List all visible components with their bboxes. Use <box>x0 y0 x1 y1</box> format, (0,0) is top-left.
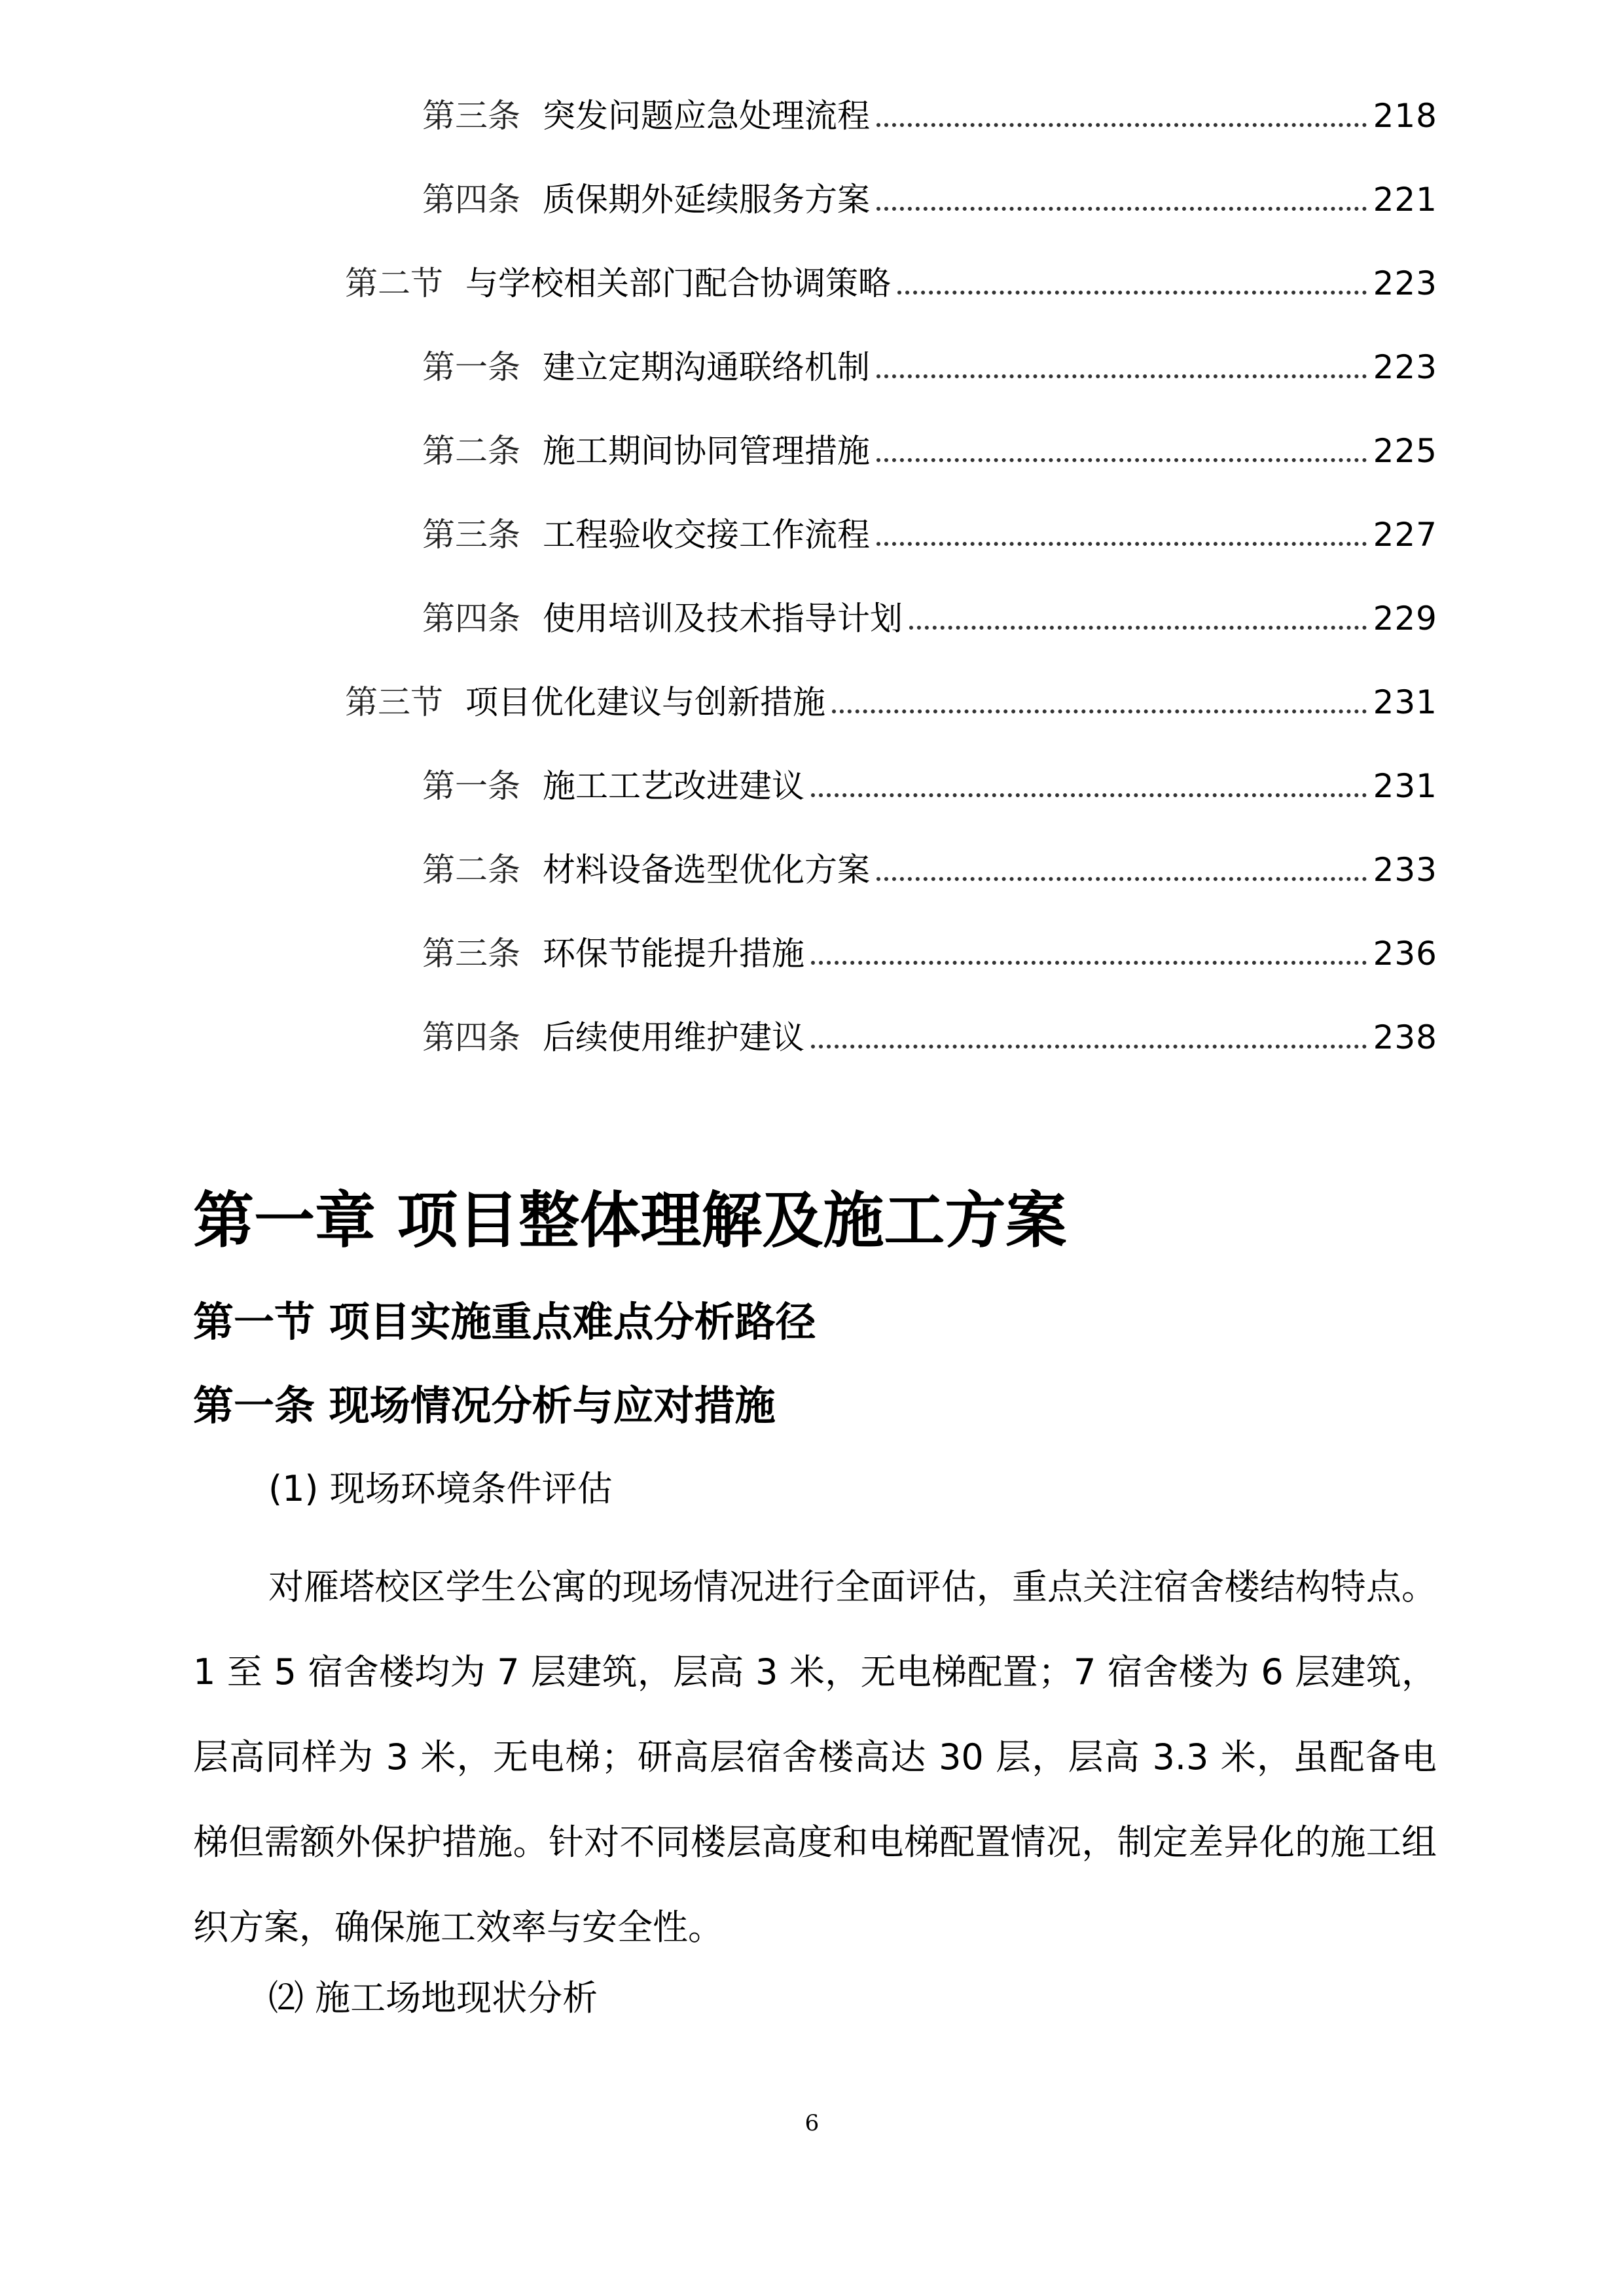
toc-entry-title: 施工工艺改进建议 <box>543 767 804 805</box>
toc-entry-page: 221 <box>1373 181 1437 219</box>
toc-entry-title: 环保节能提升措施 <box>543 935 804 973</box>
toc-entry-prefix: 第二条 <box>422 851 520 889</box>
toc-entry-prefix: 第三条 <box>422 516 520 554</box>
toc-entry[interactable] <box>0 666 1437 719</box>
toc-entry-prefix: 第二节 <box>345 264 443 302</box>
toc-leader-dots <box>811 961 1367 965</box>
toc-entry[interactable] <box>0 834 1437 889</box>
toc-entry-page: 227 <box>1373 516 1437 554</box>
toc-entry-prefix: 第四条 <box>422 600 520 637</box>
toc-entry[interactable] <box>0 331 1437 384</box>
toc-entry-page: 223 <box>1373 264 1437 302</box>
toc-entry-title: 建立定期沟通联络机制 <box>543 348 870 386</box>
toc-leader-dots <box>909 626 1367 630</box>
toc-entry-prefix: 第二条 <box>422 432 520 470</box>
toc-entry-prefix: 第一条 <box>422 348 520 386</box>
toc-entry-title: 后续使用维护建议 <box>543 1018 804 1056</box>
toc-entry-prefix: 第三条 <box>422 97 520 135</box>
toc-leader-dots <box>811 793 1367 797</box>
toc-leader-dots <box>876 374 1367 378</box>
body-paragraph: 对雁塔校区学生公寓的现场情况进行全面评估，重点关注宿舍楼结构特点。1 至 5 宿舍楼均为 7 层建筑，层高 3 米，无电梯配置；7 宿舍楼为 6 层建筑，层高同样为 3 米，无电梯；研高层宿舍楼高达 30 层，层高 3.3 米，虽配备电梯但需额外保护措施。针对不同楼层高度和电梯配置情况，制定差异化的施工组织方案，确保施工效率与安全性。 <box>193 1566 1437 1948</box>
toc-entry-prefix: 第三条 <box>422 935 520 973</box>
toc-leader-dots <box>876 207 1367 211</box>
toc-leader-dots <box>876 458 1367 462</box>
section-title: 第一节 项目实施重点难点分析路径 <box>193 1298 816 1346</box>
toc-entry[interactable] <box>0 247 1437 300</box>
sub-item-1: (1) 现场环境条件评估 <box>268 1468 613 1509</box>
toc-leader-dots <box>897 291 1367 295</box>
toc-leader-dots <box>876 123 1367 127</box>
toc-entry-title: 施工期间协同管理措施 <box>543 432 870 470</box>
page-number: 6 <box>804 2110 820 2136</box>
toc-entry-page: 233 <box>1373 851 1437 889</box>
toc-entry-title: 使用培训及技术指导计划 <box>543 600 903 637</box>
toc-entry[interactable] <box>0 583 1437 635</box>
toc-entry[interactable] <box>0 164 1437 219</box>
toc-entry-prefix: 第四条 <box>422 1018 520 1056</box>
toc-leader-dots <box>811 1045 1367 1049</box>
toc-entry-page: 225 <box>1373 432 1437 470</box>
toc-entry-title: 工程验收交接工作流程 <box>543 516 870 554</box>
toc-entry[interactable] <box>0 415 1437 470</box>
toc-entry-title: 项目优化建议与创新措施 <box>465 683 825 721</box>
toc-leader-dots <box>832 709 1367 713</box>
toc-entry-page: 229 <box>1373 600 1437 637</box>
toc-entry[interactable] <box>0 499 1437 554</box>
toc-entry-prefix: 第四条 <box>422 181 520 219</box>
toc-entry-prefix: 第一条 <box>422 767 520 805</box>
toc-entry-page: 231 <box>1373 683 1437 721</box>
toc-entry-page: 223 <box>1373 348 1437 386</box>
toc-entry-page: 236 <box>1373 935 1437 973</box>
toc-entry-page: 218 <box>1373 97 1437 135</box>
toc-entry-title: 材料设备选型优化方案 <box>543 851 870 889</box>
chapter-title: 第一章 项目整体理解及施工方案 <box>193 1185 1067 1256</box>
toc-entry[interactable] <box>0 1001 1437 1054</box>
toc-leader-dots <box>876 877 1367 881</box>
toc-entry-title: 与学校相关部门配合协调策略 <box>465 264 891 302</box>
article-title: 第一条 现场情况分析与应对措施 <box>193 1382 776 1429</box>
toc-entry-page: 238 <box>1373 1018 1437 1056</box>
toc-entry-title: 质保期外延续服务方案 <box>543 181 870 219</box>
toc-entry-prefix: 第三节 <box>345 683 443 721</box>
sub-item-2: ⑵ 施工场地现状分析 <box>268 1977 598 2018</box>
toc-entry-page: 231 <box>1373 767 1437 805</box>
toc-entry[interactable] <box>0 80 1437 135</box>
toc-entry-title: 突发问题应急处理流程 <box>543 97 870 135</box>
toc-leader-dots <box>876 542 1367 546</box>
toc-entry[interactable] <box>0 918 1437 973</box>
toc-entry[interactable] <box>0 750 1437 805</box>
